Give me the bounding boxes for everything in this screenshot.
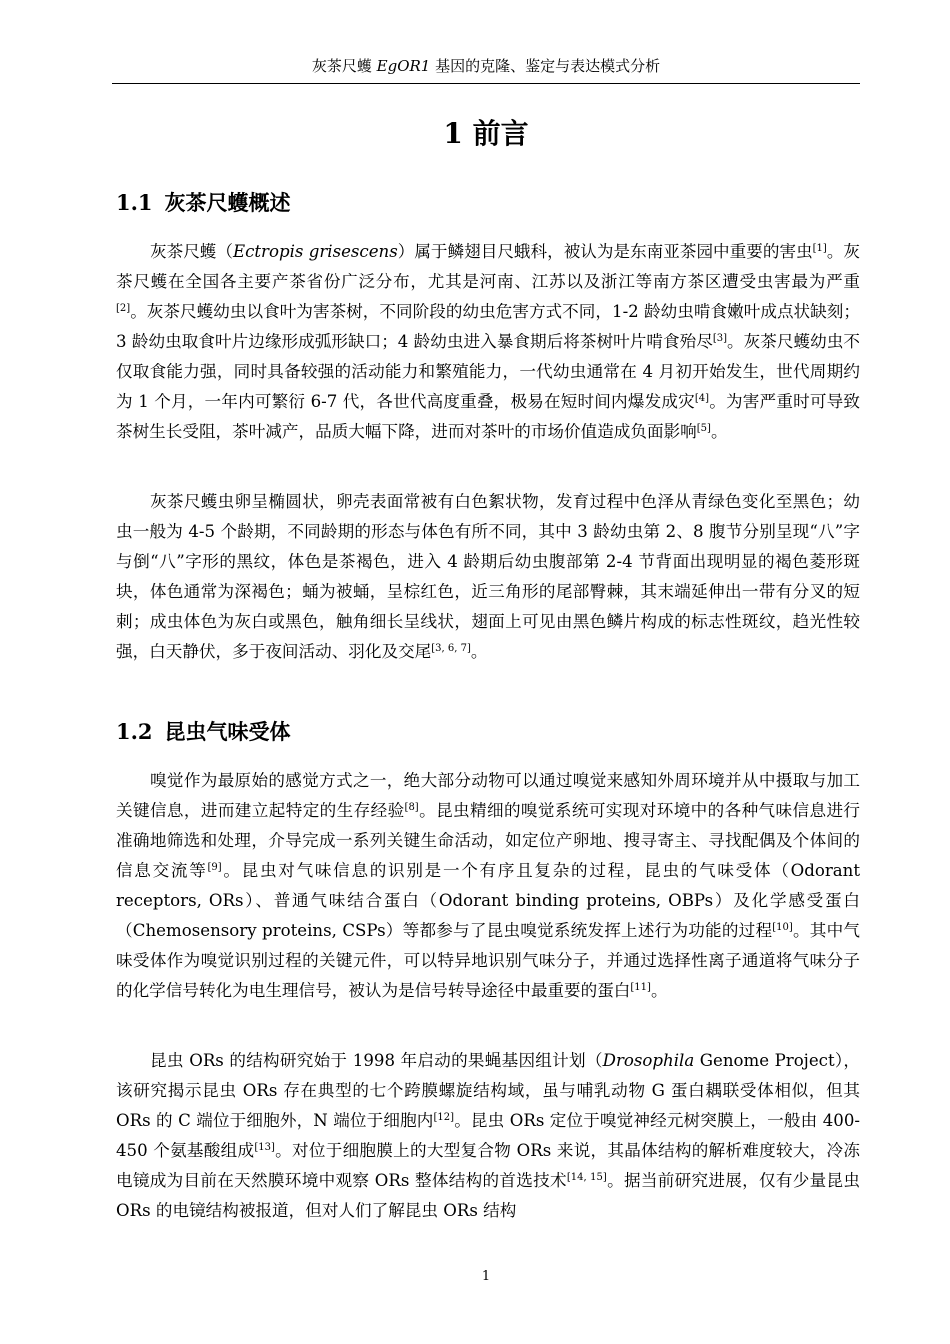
section-heading-1-2 xyxy=(116,717,291,747)
text-run: 。 xyxy=(470,642,488,661)
header-gene-name: EgOR1 xyxy=(376,57,431,75)
text-run: 。对位于细胞膜上的大型复合物 ORs 来说，其晶体结构的解析难度较大，冷冻电镜成为目前在天然膜环境中观察 ORs 整体结构的首选技术 xyxy=(116,1141,860,1190)
text-run: Genome Project），该研究揭示昆虫 ORs 存在典型的七个跨膜螺旋结构域，虽与哺乳动物 G 蛋白耦联受体相似，但其 ORs 的 C 端位于细胞外，N 端位于细胞内 xyxy=(116,1051,860,1130)
citation-ref: [4] xyxy=(694,393,710,404)
citation-ref: [1] xyxy=(812,243,827,254)
chapter-title: 1 前言 xyxy=(443,117,529,150)
text-run: 。昆虫 ORs 定位于嗅觉神经元树突膜上，一般由 400-450 个氨基酸组成 xyxy=(116,1111,860,1160)
italic-term: Ectropis grisescens xyxy=(232,242,398,261)
text-run: 。灰茶尺蠖幼虫不仅取食能力强，同时具备较强的活动能力和繁殖能力，一代幼虫通常在 4 月初开始发生，世代周期约为 1 个月，一年内可繁衍 6-7 代，各世代高度重叠，极易在短时间内爆发成灾 xyxy=(116,332,860,411)
text-run: 。灰茶尺蠖在全国各主要产茶省份广泛分布，尤其是河南、江苏以及浙江等南方茶区遭受虫害最为严重 xyxy=(116,242,861,291)
section-heading-1-1 xyxy=(116,188,291,218)
text-run: 昆虫 ORs 的结构研究始于 1998 年启动的果蝇基因组计划（ xyxy=(150,1051,603,1070)
citation-ref: [10] xyxy=(772,922,793,933)
text-run: 。 xyxy=(710,422,728,441)
section-title: 灰茶尺蠖概述 xyxy=(164,190,291,215)
citation-ref: [11] xyxy=(630,982,651,993)
text-run: 。其中气味受体作为嗅觉识别过程的关键元件，可以特异地识别气味分子，并通过选择性离子通道将气味分子的化学信号转化为电生理信号，被认为是信号转导途径中最重要的蛋白 xyxy=(116,921,860,1000)
section-title: 昆虫气味受体 xyxy=(164,719,291,744)
section-number: 1.2 xyxy=(116,719,153,744)
header-title-before: 灰茶尺蠖 xyxy=(311,57,377,75)
text-run: 。昆虫精细的嗅觉系统可实现对环境中的各种气味信息进行准确地筛选和处理，介导完成一系列关键生命活动，如定位产卵地、搜寻寄主、寻找配偶及个体间的信息交流等 xyxy=(116,801,861,880)
text-run: ）属于鳞翅目尺蛾科，被认为是东南亚茶园中重要的害虫 xyxy=(397,242,813,261)
citation-ref: [3] xyxy=(712,333,728,344)
citation-ref: [13] xyxy=(254,1142,275,1153)
text-run: 灰茶尺蠖（ xyxy=(150,242,233,261)
citation-ref: [14, 15] xyxy=(566,1172,607,1183)
paragraph xyxy=(116,487,860,667)
text-run: 嗅觉作为最原始的感觉方式之一，绝大部分动物可以通过嗅觉来感知外周环境并从中摄取与加工关键信息，进而建立起特定的生存经验 xyxy=(116,771,860,820)
paragraph xyxy=(116,766,860,1006)
italic-term: Drosophila xyxy=(602,1051,695,1070)
header-rule xyxy=(112,83,860,84)
text-run: 灰茶尺蠖虫卵呈椭圆状，卵壳表面常被有白色絮状物，发育过程中色泽从青绿色变化至黑色；幼虫一般为 4-5 个龄期，不同龄期的形态与体色有所不同，其中 3 龄幼虫第 2、8 腹节分别呈现“八”字与倒“八”字形的黑纹，体色是茶褐色，进入 4 龄期后幼虫腹部第 2-4 节背面出现明显的褐色菱形斑块，体色通常为深褐色；蛹为被蛹，呈棕红色，近三角形的尾部臀棘，其末端延伸出一带有分叉的短刺；成虫体色为灰白或黑色，触角细长呈线状，翅面上可见由黑色鳞片构成的标志性斑纹，趋光性较强，白天静伏，多于夜间活动、羽化及交尾 xyxy=(116,492,860,661)
citation-ref: [8] xyxy=(404,802,419,813)
text-run: 。据当前研究进展，仅有少量昆虫 ORs 的电镜结构被报道，但对人们了解昆虫 ORs 结构 xyxy=(116,1171,861,1220)
running-header xyxy=(112,56,860,76)
paragraph xyxy=(116,1046,860,1226)
citation-ref: [9] xyxy=(207,862,222,873)
text-run: 。为害严重时可导致茶树生长受阻，茶叶减产，品质大幅下降，进而对茶叶的市场价值造成负面影响 xyxy=(116,392,860,441)
text-run: 。灰茶尺蠖幼虫以食叶为害茶树，不同阶段的幼虫危害方式不同，1-2 龄幼虫啃食嫩叶成点状缺刻；3 龄幼虫取食叶片边缘形成弧形缺口；4 龄幼虫进入暴食期后将茶树叶片啃食殆尽 xyxy=(116,302,860,351)
text-run: 。 xyxy=(650,981,668,1000)
citation-ref: [5] xyxy=(696,423,711,434)
citation-ref: [12] xyxy=(433,1112,455,1123)
citation-ref: [2] xyxy=(116,303,131,314)
text-run: 。昆虫对气味信息的识别是一个有序且复杂的过程，昆虫的气味受体（Odorant receptors, ORs）、普通气味结合蛋白（Odorant binding proteins, OBPs）及化学感受蛋白（Chemosensory proteins, CSPs）等都参与了昆虫嗅觉系统发挥上述行为功能的过程 xyxy=(116,861,861,940)
paragraph xyxy=(116,237,860,447)
header-title-after: 基因的克隆、鉴定与表达模式分析 xyxy=(430,57,661,75)
section-number: 1.1 xyxy=(116,190,153,215)
page-number: 1 xyxy=(481,1269,491,1284)
citation-ref: [3, 6, 7] xyxy=(431,643,471,654)
